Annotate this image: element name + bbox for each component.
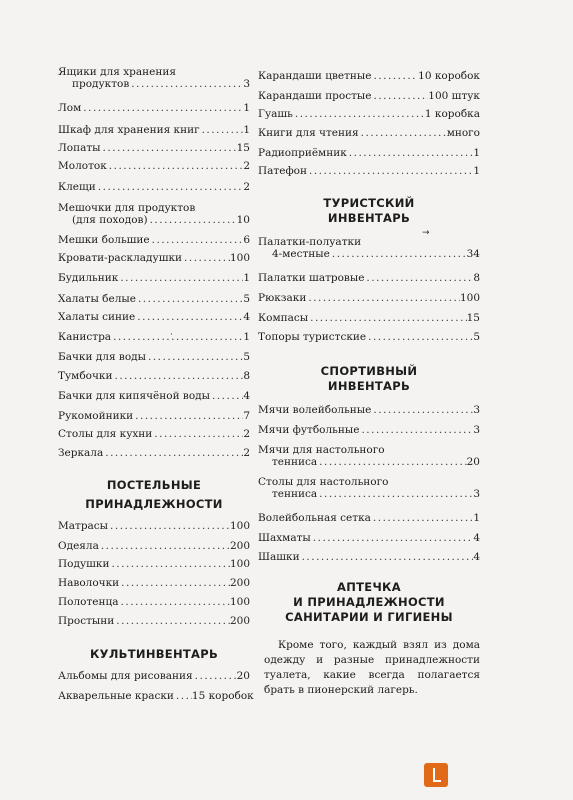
item-value: 1 bbox=[243, 102, 250, 114]
item-label: Полотенца bbox=[58, 596, 119, 608]
section-heading-bedding: ПОСТЕЛЬНЫЕ ПРИНАДЛЕЖНОСТИ bbox=[85, 478, 223, 511]
item-value: 100 bbox=[229, 252, 250, 264]
list-item bbox=[58, 596, 250, 608]
item-label: Лом bbox=[58, 102, 82, 114]
item-value: 20 bbox=[466, 456, 480, 468]
item-label: Тумбочки bbox=[58, 370, 113, 382]
section-heading-culture: КУЛЬТИНВЕНТАРЬ bbox=[89, 647, 219, 661]
list-item bbox=[58, 615, 250, 627]
list-item bbox=[58, 202, 250, 226]
item-value: 3 bbox=[473, 404, 480, 416]
item-label: Халаты белые bbox=[58, 293, 136, 305]
item-label: Шахматы bbox=[258, 532, 311, 544]
item-label-line1: Палатки-полуатки bbox=[258, 236, 362, 248]
list-item bbox=[258, 147, 480, 159]
item-value: много bbox=[446, 127, 480, 139]
item-value: 100 bbox=[229, 520, 250, 532]
list-item bbox=[58, 558, 250, 570]
item-value: 100 bbox=[229, 596, 250, 608]
item-label: Волейбольная сетка bbox=[258, 512, 371, 524]
item-label: Мешки большие bbox=[58, 234, 150, 246]
item-label: Лопаты bbox=[58, 142, 101, 154]
item-label: тенниса bbox=[272, 456, 318, 468]
item-value: 100 bbox=[459, 292, 480, 304]
section-heading-sport: СПОРТИВНЫЙ ИНВЕНТАРЬ bbox=[320, 364, 418, 393]
list-item bbox=[58, 410, 250, 422]
item-value: 2 bbox=[243, 181, 250, 193]
item-label: Столы для кухни bbox=[58, 428, 153, 440]
list-item bbox=[258, 108, 480, 120]
list-item bbox=[58, 160, 250, 172]
item-label: (для походов) bbox=[72, 214, 148, 226]
list-item bbox=[58, 540, 250, 552]
item-value: 4 bbox=[243, 311, 250, 323]
list-item bbox=[58, 690, 254, 702]
item-label: Топоры туристские bbox=[258, 331, 367, 343]
item-label: Рюкзаки bbox=[258, 292, 307, 304]
list-item bbox=[58, 390, 250, 402]
list-item bbox=[258, 476, 480, 500]
list-item bbox=[258, 424, 480, 436]
list-item bbox=[258, 532, 480, 544]
item-value: 1 bbox=[243, 124, 250, 136]
item-label: Простыни bbox=[58, 615, 115, 627]
list-item bbox=[258, 127, 480, 139]
item-label: Радиоприёмник bbox=[258, 147, 347, 159]
list-item bbox=[258, 272, 480, 284]
item-label-line1: Мячи для настольного bbox=[258, 444, 385, 456]
item-label-line1: Столы для настольного bbox=[258, 476, 389, 488]
item-value: 10 коробок bbox=[418, 70, 480, 82]
item-label: Молоток bbox=[58, 160, 107, 172]
item-label-line1: Ящики для хранения bbox=[58, 66, 176, 78]
item-value: 2 bbox=[243, 447, 250, 459]
item-value: 1 bbox=[473, 165, 480, 177]
item-label: Матрасы bbox=[58, 520, 109, 532]
item-label: Наволочки bbox=[58, 577, 120, 589]
item-value: 15 bbox=[236, 142, 250, 154]
item-value: 7 bbox=[243, 410, 250, 422]
item-value: 4 bbox=[473, 551, 480, 563]
list-item bbox=[58, 520, 250, 532]
item-label: Шкаф для хранения книг bbox=[58, 124, 200, 136]
item-value: 1 bbox=[473, 512, 480, 524]
item-label: Альбомы для рисования bbox=[58, 670, 193, 682]
item-value: 15 коробок bbox=[191, 690, 254, 702]
item-value: 1 bbox=[243, 272, 250, 284]
item-value: 1 bbox=[473, 147, 480, 159]
list-item bbox=[58, 670, 250, 682]
list-item bbox=[258, 165, 480, 177]
item-label: Карандаши простые bbox=[258, 90, 372, 102]
item-label: Бачки для кипячёной воды bbox=[58, 390, 210, 402]
list-item bbox=[258, 551, 480, 563]
list-item bbox=[58, 234, 250, 246]
item-label: 4-местные bbox=[272, 248, 330, 260]
item-value: 15 bbox=[466, 312, 480, 324]
list-item bbox=[58, 577, 250, 589]
item-value: 34 bbox=[466, 248, 480, 260]
item-value: 1 bbox=[243, 331, 250, 343]
item-value: 200 bbox=[229, 615, 250, 627]
stray-mark: · bbox=[170, 330, 173, 340]
stray-arrow-mark: → bbox=[422, 228, 430, 238]
item-value: 3 bbox=[243, 78, 250, 90]
item-label: Подушки bbox=[58, 558, 110, 570]
item-label: Акварельные краски bbox=[58, 690, 174, 702]
item-value: 200 bbox=[229, 540, 250, 552]
item-value: 20 bbox=[236, 670, 250, 682]
item-label: Компасы bbox=[258, 312, 309, 324]
item-value: 3 bbox=[473, 488, 480, 500]
list-item bbox=[258, 236, 480, 260]
list-item bbox=[258, 331, 480, 343]
item-label: Будильник bbox=[58, 272, 119, 284]
list-item bbox=[258, 90, 480, 102]
list-item bbox=[258, 292, 480, 304]
item-label: Гуашь bbox=[258, 108, 293, 120]
list-item bbox=[58, 311, 250, 323]
list-item bbox=[58, 252, 250, 264]
list-item bbox=[58, 124, 250, 136]
list-item bbox=[58, 428, 250, 440]
item-label: Бачки для воды bbox=[58, 351, 146, 363]
section-heading-tourist: ТУРИСТСКИЙ ИНВЕНТАРЬ bbox=[323, 196, 415, 225]
item-label: продуктов bbox=[72, 78, 130, 90]
item-label: Одеяла bbox=[58, 540, 99, 552]
item-value: 10 bbox=[236, 214, 250, 226]
item-label: Клещи bbox=[58, 181, 96, 193]
item-label: Зеркала bbox=[58, 447, 104, 459]
list-item bbox=[58, 181, 250, 193]
item-value: 8 bbox=[473, 272, 480, 284]
item-value: 4 bbox=[473, 532, 480, 544]
item-label: Мячи футбольные bbox=[258, 424, 360, 436]
item-label: Халаты синие bbox=[58, 311, 136, 323]
item-value: 2 bbox=[243, 160, 250, 172]
item-value: 200 bbox=[229, 577, 250, 589]
item-value: 100 штук bbox=[428, 90, 480, 102]
item-value: 100 bbox=[229, 558, 250, 570]
list-item bbox=[58, 66, 250, 90]
list-item bbox=[258, 444, 480, 468]
list-item bbox=[258, 404, 480, 416]
list-item bbox=[58, 351, 250, 363]
item-value: 4 bbox=[243, 390, 250, 402]
item-label-line1: Мешочки для продуктов bbox=[58, 202, 196, 214]
list-item bbox=[58, 142, 250, 154]
item-value: 8 bbox=[243, 370, 250, 382]
item-value: 1 коробка bbox=[424, 108, 480, 120]
item-label: Мячи волейбольные bbox=[258, 404, 372, 416]
list-item bbox=[258, 70, 480, 82]
paragraph: Кроме того, каждый взял из дома одежду и разные принадлежности туалета, какие всегда полагается брать в пионерский лагерь. bbox=[264, 639, 480, 696]
list-item bbox=[258, 512, 480, 524]
item-label: Патефон bbox=[258, 165, 307, 177]
item-label: Книги для чтения bbox=[258, 127, 359, 139]
item-label: Карандаши цветные bbox=[258, 70, 372, 82]
list-item bbox=[58, 447, 250, 459]
item-label: Кровати-раскладушки bbox=[58, 252, 183, 264]
list-item bbox=[58, 102, 250, 114]
labirint-logo-icon bbox=[424, 763, 448, 787]
section-heading-firstaid: АПТЕЧКА И ПРИНАДЛЕЖНОСТИ САНИТАРИИ И ГИГИЕНЫ bbox=[285, 580, 453, 624]
item-value: 5 bbox=[243, 351, 250, 363]
list-item bbox=[258, 312, 480, 324]
item-value: 5 bbox=[473, 331, 480, 343]
list-item bbox=[58, 293, 250, 305]
item-value: 2 bbox=[243, 428, 250, 440]
item-value: 3 bbox=[473, 424, 480, 436]
item-label: Палатки шатровые bbox=[258, 272, 365, 284]
item-label: тенниса bbox=[272, 488, 318, 500]
list-item bbox=[58, 272, 250, 284]
item-value: 5 bbox=[243, 293, 250, 305]
list-item bbox=[58, 370, 250, 382]
item-value: 6 bbox=[243, 234, 250, 246]
list-item bbox=[58, 331, 250, 343]
item-label: Рукомойники bbox=[58, 410, 134, 422]
item-label: Шашки bbox=[258, 551, 300, 563]
item-label: Канистра bbox=[58, 331, 112, 343]
